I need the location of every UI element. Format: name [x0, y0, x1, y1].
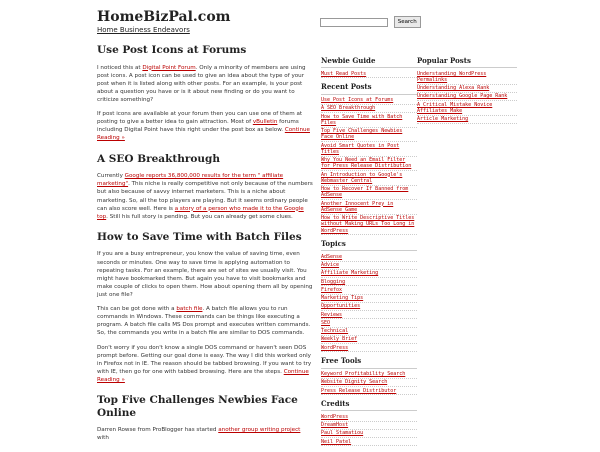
sidebar-list	[321, 371, 417, 396]
sidebar-link[interactable]: Neil Patel	[321, 438, 417, 446]
search-form	[320, 16, 421, 28]
sidebar-link[interactable]: How to Save Time with Batch Files	[321, 113, 417, 128]
sidebar-link[interactable]: WordPress	[321, 344, 417, 352]
text: . This niche is really competitive not only because of the numbers but also because of savvy internet marketers. This is a niche about marketing. So, all the top players are playing. But it seems ordinary people can also score well. Here is	[97, 181, 313, 212]
text: Currently	[97, 173, 125, 180]
sidebar-link[interactable]: Opportunities	[321, 303, 417, 311]
search-input[interactable]	[320, 18, 388, 27]
post-paragraph	[97, 305, 313, 337]
continue-reading-link[interactable]: Continue Reading »	[97, 127, 310, 142]
sidebar-heading: Popular Posts	[417, 56, 517, 68]
sidebar-link[interactable]: Paul Stamatiou	[321, 430, 417, 438]
sidebar-right	[417, 56, 517, 128]
sidebar-link[interactable]: Another Innocent Prey in AdSense Game	[321, 200, 417, 215]
sidebar-link[interactable]: Must Read Posts	[321, 70, 417, 78]
sidebar-list	[321, 70, 417, 78]
sidebar-link[interactable]: A Critical Mistake Novice Affiliates Make	[417, 101, 517, 116]
text: with	[97, 435, 109, 442]
post-paragraph	[97, 64, 313, 105]
sidebar-link[interactable]: Understanding WordPress Permalinks	[417, 70, 517, 85]
sidebar-link[interactable]: Blogging	[321, 278, 417, 286]
sidebar-link[interactable]: Why You Need an Email Filter for Press Release Distribution	[321, 157, 417, 172]
sidebar-link[interactable]: Press Release Distributor	[321, 387, 417, 395]
post-title[interactable]: Top Five Challenges Newbies Face Online	[97, 394, 298, 419]
sidebar-link[interactable]: Technical	[321, 328, 417, 336]
post-link[interactable]: Google reports 36,800,000 results for the term " affiliate marketing"	[97, 173, 284, 188]
sidebar-heading: Credits	[321, 399, 417, 411]
sidebar-link[interactable]: Advice	[321, 262, 417, 270]
sidebar-list	[417, 70, 517, 124]
post-title[interactable]: Use Post Icons at Forums	[97, 44, 247, 56]
search-button[interactable]: Search	[394, 16, 421, 28]
post-link[interactable]: a story of a person who made it to the Google top	[97, 205, 304, 220]
continue-reading-link[interactable]: Continue Reading »	[97, 368, 309, 383]
sidebar-link[interactable]: Keyword Profitability Search	[321, 371, 417, 379]
sidebar-link[interactable]: AdSense	[321, 253, 417, 261]
post-paragraph	[97, 426, 313, 442]
sidebar-link[interactable]: Avoid Smart Quotes in Post Titles	[321, 142, 417, 157]
post-link[interactable]: vBulletin	[252, 119, 278, 126]
sidebar-heading: Recent Posts	[321, 82, 417, 94]
sidebar-link[interactable]: Top Five Challenges Newbies Face Online	[321, 128, 417, 143]
text: Don't worry if you don't know a single DOS command or haven't seen DOS prompt before. Getting our goal done is easy. The way I did this worked only in Firefox not in IE. The reason should be tabbed browsing. If you want to try with IE, then go for one with tabbed browsing. Here are the steps.	[97, 344, 312, 375]
post	[97, 231, 313, 384]
text: Darren Rowse from ProBlogger has started	[97, 427, 219, 434]
sidebar-heading: Topics	[321, 239, 417, 251]
sidebar-link[interactable]: Affiliate Marketing	[321, 270, 417, 278]
sidebar-list	[321, 413, 417, 446]
sidebar-link[interactable]: Weekly Brief	[321, 336, 417, 344]
post-link[interactable]: another group writing project	[218, 427, 301, 434]
post	[97, 394, 313, 442]
sidebar-list	[321, 253, 417, 352]
sidebar-link[interactable]: Marketing Tips	[321, 295, 417, 303]
site-description[interactable]: Home Business Endeavors	[97, 26, 190, 35]
sidebar-heading: Newbie Guide	[321, 56, 417, 68]
sidebar-list	[321, 97, 417, 236]
sidebar-link[interactable]: DreamHost	[321, 422, 417, 430]
post-link[interactable]: batch file	[176, 306, 203, 313]
sidebar-link[interactable]: SEO	[321, 319, 417, 327]
post-paragraph: If you are a busy entrepreneur, you know the value of saving time, even seconds or minutes. One way to save time is applying automation to repeating tasks. For an example, there are set of sites we usually visit. You might have bookmarked them. But again you have to visit bookmarks and make couple of clicks to open them. How about opening them all by opening just one file?	[97, 251, 313, 298]
text: . A batch file allows you to run commands in Windows. These commands can be things like executing a program. A batch file calls MS Dos prompt and executes written commands. So, the commands you write in a batch file are similar to DOS commands.	[97, 306, 311, 337]
sidebar-link[interactable]: Understanding Alexa Rank	[417, 85, 517, 93]
post-title[interactable]: How to Save Time with Batch Files	[97, 230, 302, 243]
post-paragraph	[97, 344, 313, 385]
sidebar-left	[321, 56, 417, 450]
sidebar-link[interactable]: Use Post Icons at Forums	[321, 97, 417, 105]
post	[97, 44, 313, 143]
site-header	[97, 10, 230, 36]
sidebar-link[interactable]: Reviews	[321, 311, 417, 319]
text: This can be got done with a	[97, 306, 177, 313]
sidebar-link[interactable]: A SEO Breakthrough	[321, 105, 417, 113]
text: If post icons are available at your forum then you can use one of them at posting to give a better idea to gain attraction. Most of	[97, 111, 303, 126]
main-content	[97, 44, 313, 452]
text: . Still his full story is pending. But you can already get some clues.	[106, 213, 293, 220]
sidebar-link[interactable]: How to Write Descriptive Titles without Making URLs Too Long in WordPress	[321, 215, 417, 236]
sidebar-link[interactable]: How to Recover If Banned from AdSense	[321, 186, 417, 201]
sidebar-link[interactable]: Firefox	[321, 286, 417, 294]
sidebar-link[interactable]: Website Dignity Search	[321, 379, 417, 387]
sidebar-heading: Free Tools	[321, 356, 417, 368]
post-link[interactable]: Digital Point Forum	[142, 64, 196, 71]
sidebar-link[interactable]: An Introduction to Google's Webmaster Central	[321, 171, 417, 186]
post-paragraph	[97, 172, 313, 221]
sidebar-link[interactable]: Article Marketing	[417, 116, 517, 124]
text: . Only a minority of members are using post icons. A post icon can be used to give an idea about the type of your post when it is listed along with other posts. For an example, is your post about a question you have or is it about new finding or do you want to criticize something?	[97, 64, 306, 104]
post	[97, 153, 313, 221]
text: forums including Digital Point have this right under the post box as below.	[97, 119, 299, 134]
text: I noticed this at	[97, 64, 143, 71]
sidebar-link[interactable]: WordPress	[321, 413, 417, 421]
post-title[interactable]: A SEO Breakthrough	[97, 152, 220, 165]
sidebar-link[interactable]: Understanding Google Page Rank	[417, 93, 517, 101]
site-title[interactable]: HomeBizPal.com	[97, 9, 231, 25]
post-paragraph	[97, 110, 313, 142]
